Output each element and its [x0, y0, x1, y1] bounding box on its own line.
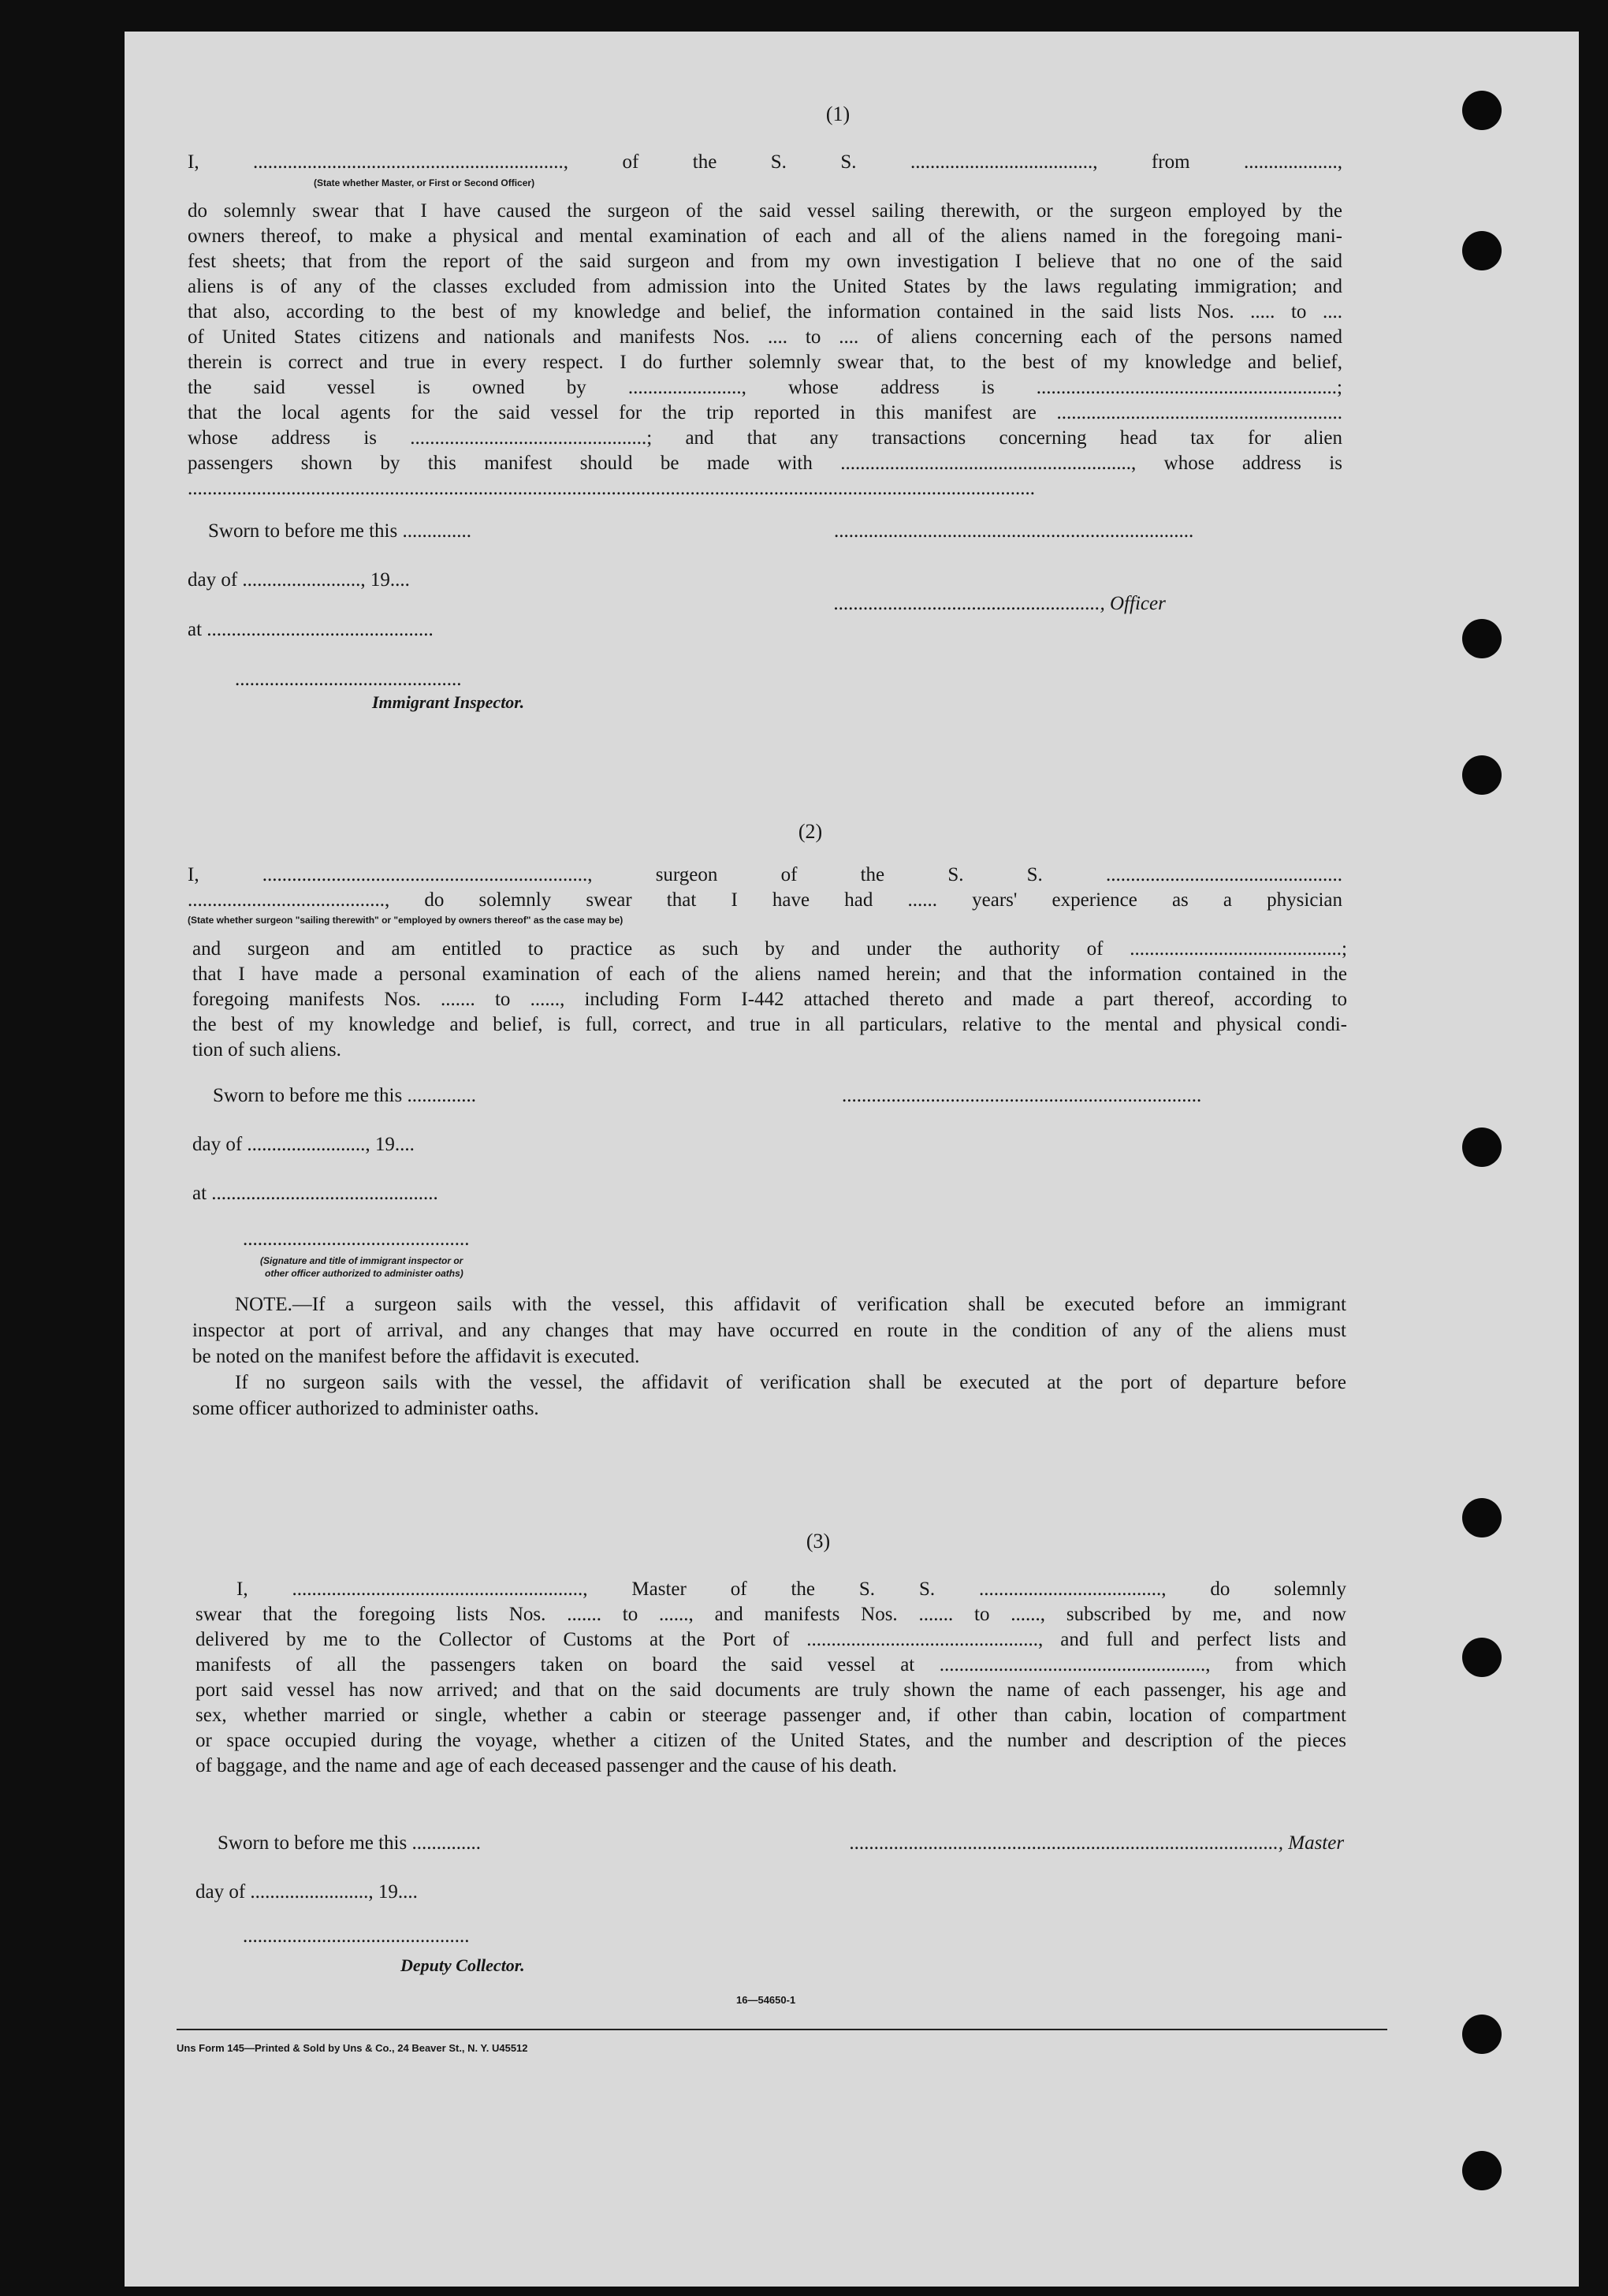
- section-3-line-8: of baggage, and the name and age of each deceased passenger and the cause of his death.: [195, 1755, 897, 1776]
- form-code: 16—54650-1: [736, 1994, 796, 2006]
- section-1-day-of: day of ........................, 19....: [188, 569, 410, 591]
- punch-hole: [1462, 231, 1502, 270]
- section-3-line-1: I, ..........................................................., Master of the S. S. ....................................., do solemnly: [236, 1578, 1346, 1600]
- punch-hole: [1462, 2015, 1502, 2054]
- section-1-line-13: ............................................................................................................................................................................: [188, 478, 1035, 499]
- section-1-line-5: aliens is of any of the classes excluded from admission into the United States by the laws regulating immigration; and: [188, 276, 1342, 297]
- section-3-line-2: swear that the foregoing lists Nos. ....... to ......, and manifests Nos. ....... to ......, subscribed by me, and now: [195, 1604, 1346, 1625]
- immigrant-inspector-caption: Immigrant Inspector.: [372, 692, 525, 712]
- punch-hole: [1462, 2151, 1502, 2190]
- section-1-line-3: owners thereof, to make a physical and mental examination of each and all of the aliens named in the foregoing mani-: [188, 226, 1342, 247]
- section-2-body-1: and surgeon and am entitled to practice as such by and under the authority of ...........................................;: [192, 938, 1347, 960]
- section-2-line-1: I, .................................................................., surgeon of the S. S. ................................................: [188, 864, 1342, 885]
- section-1-officer-line: ......................................................, Officer: [834, 593, 1166, 614]
- section-2-sig-caption-2: other officer authorized to administer oaths): [265, 1268, 463, 1279]
- section-1-line-10: that the local agents for the said vessel for the trip reported in this manifest are ..........................................................: [188, 402, 1342, 423]
- officer-type-caption: (State whether Master, or First or Second Officer): [314, 177, 535, 188]
- section-1-line-9: the said vessel is owned by ......................., whose address is .............................................................;: [188, 377, 1342, 398]
- section-1-line-8: therein is correct and true in every respect. I do further solemnly swear that, to the best of my knowledge and belief,: [188, 352, 1342, 373]
- note-line-5: some officer authorized to administer oaths.: [192, 1398, 539, 1419]
- section-2-body-3: foregoing manifests Nos. ....... to ......, including Form I-442 attached thereto and made a part thereof, according to: [192, 989, 1347, 1010]
- section-2-at: at ..............................................: [192, 1183, 438, 1204]
- surgeon-type-caption: (State whether surgeon "sailing therewith" or "employed by owners thereof" as the case may be): [188, 915, 623, 926]
- footer-rule: [177, 2029, 1387, 2030]
- section-3-collector-line: ..............................................: [243, 1925, 470, 1947]
- section-3-number: (3): [806, 1530, 831, 1552]
- punch-hole: [1462, 1498, 1502, 1538]
- section-3-line-7: or space occupied during the voyage, whether a citizen of the United States, and the number and description of the pieces: [195, 1730, 1346, 1751]
- section-2-sig-caption-1: (Signature and title of immigrant inspector or: [260, 1255, 463, 1266]
- section-3-line-6: sex, whether married or single, whether a cabin or steerage passenger and, if other than cabin, location of compartment: [195, 1705, 1346, 1726]
- section-3-line-3: delivered by me to the Collector of Customs at the Port of ..............................................., and full and perfect lists and: [195, 1629, 1346, 1650]
- section-3-line-5: port said vessel has now arrived; and that on the said documents are truly shown the name of each passenger, his age and: [195, 1679, 1346, 1701]
- section-1-line-12: passengers shown by this manifest should be made with ..........................................................., whose address is: [188, 453, 1342, 474]
- section-2-body-2: that I have made a personal examination of each of the aliens named herein; and that the information contained in the: [192, 964, 1347, 985]
- section-3-line-4: manifests of all the passengers taken on board the said vessel at ......................................................, from which: [195, 1654, 1346, 1675]
- section-1-line-7: of United States citizens and nationals and manifests Nos. .... to .... of aliens concerning each of the persons named: [188, 326, 1342, 348]
- note-line-4: If no surgeon sails with the vessel, the affidavit of verification shall be executed at the port of departure before: [235, 1372, 1346, 1393]
- section-1-inspector-line: ..............................................: [235, 669, 462, 690]
- section-2-number: (2): [798, 820, 823, 843]
- punch-hole: [1462, 91, 1502, 130]
- note-line-2: inspector at port of arrival, and any changes that may have occurred en route in the condition of any of the aliens must: [192, 1320, 1346, 1341]
- section-2-sig-line: ..............................................: [243, 1228, 470, 1250]
- section-2-day-of: day of ........................, 19....: [192, 1134, 415, 1155]
- punch-hole: [1462, 1128, 1502, 1167]
- section-1-line-6: that also, according to the best of my knowledge and belief, the information contained in the said lists Nos. ..... to ....: [188, 301, 1342, 322]
- punch-hole: [1462, 619, 1502, 658]
- punch-hole: [1462, 1638, 1502, 1677]
- note-line-3: be noted on the manifest before the affidavit is executed.: [192, 1346, 640, 1367]
- section-3-day-of: day of ........................, 19....: [195, 1881, 418, 1903]
- section-2-line-2: ........................................, do solemnly swear that I have had ...... years' experience as a physician: [188, 889, 1342, 911]
- section-1-line-4: fest sheets; that from the report of the said surgeon and from my own investigation I believe that no one of the said: [188, 251, 1342, 272]
- section-2-body-4: the best of my knowledge and belief, is full, correct, and true in all particulars, relative to the mental and physical condi-: [192, 1014, 1347, 1035]
- section-2-body-5: tion of such aliens.: [192, 1039, 341, 1060]
- printer-imprint: Uns Form 145—Printed & Sold by Uns & Co., 24 Beaver St., N. Y. U45512: [177, 2042, 528, 2054]
- section-1-sworn: Sworn to before me this ..............: [208, 520, 471, 542]
- section-3-sworn: Sworn to before me this ..............: [218, 1832, 481, 1854]
- note-line-1: NOTE.—If a surgeon sails with the vessel, this affidavit of verification shall be executed before an immigrant: [235, 1294, 1346, 1315]
- section-2-surgeon-line: .........................................................................: [842, 1085, 1202, 1106]
- deputy-collector-caption: Deputy Collector.: [400, 1955, 525, 1975]
- section-3-master-line: ......................................................................................., Master: [850, 1832, 1345, 1854]
- document-sheet: [125, 32, 1579, 2287]
- section-2-sworn: Sworn to before me this ..............: [213, 1085, 476, 1106]
- section-1-signature-line: .........................................................................: [834, 520, 1194, 542]
- section-1-at: at ..............................................: [188, 619, 434, 640]
- punch-hole: [1462, 755, 1502, 795]
- section-1-line-1: I, ..............................................................., of the S. S. ....................................., from ...................,: [188, 151, 1342, 173]
- section-1-line-2: do solemnly swear that I have caused the surgeon of the said vessel sailing therewith, or the surgeon employed by the: [188, 200, 1342, 222]
- section-1-line-11: whose address is ................................................; and that any transactions concerning head tax for alien: [188, 427, 1342, 449]
- section-1-number: (1): [825, 102, 851, 125]
